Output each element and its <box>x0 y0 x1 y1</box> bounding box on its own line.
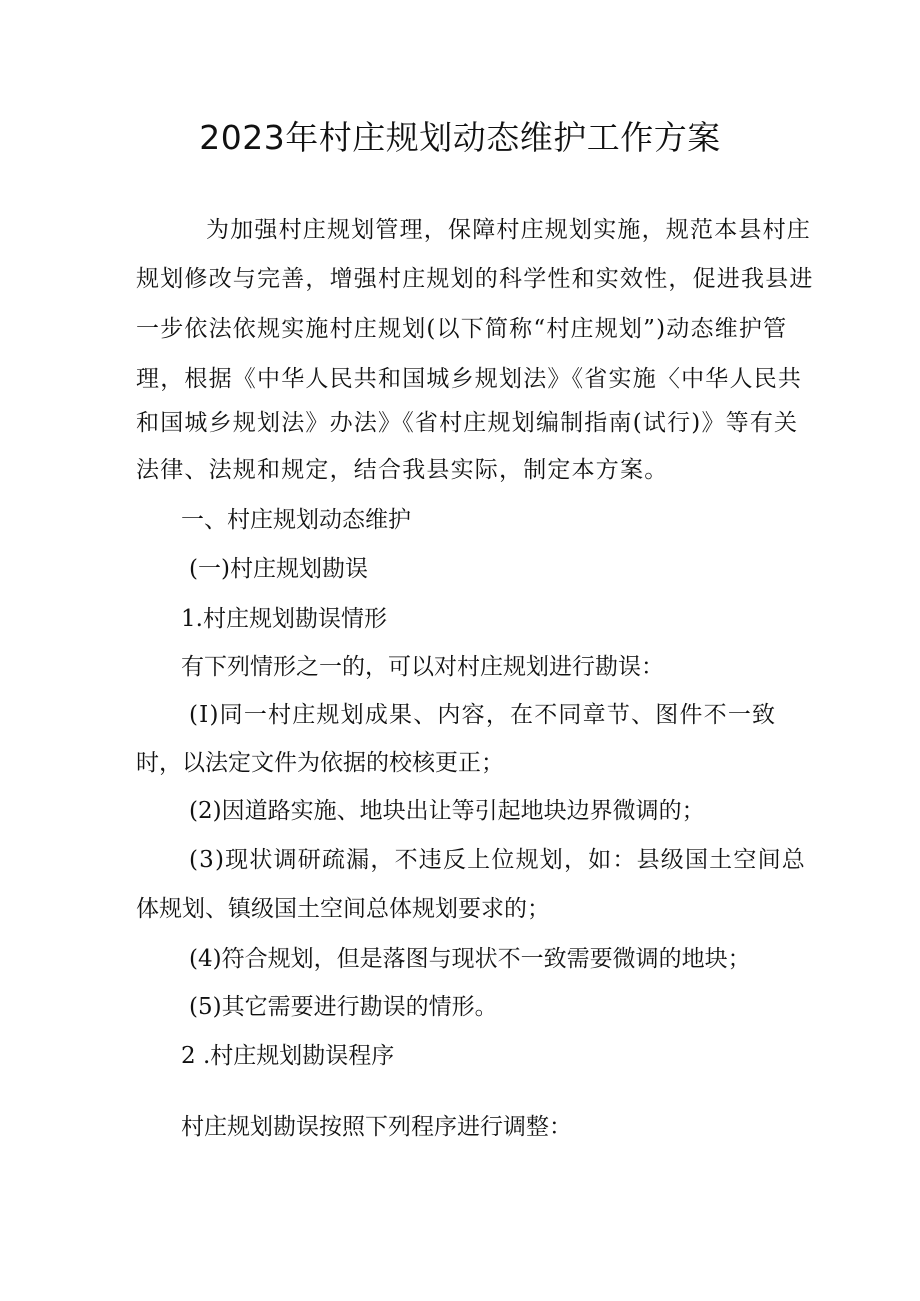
paragraph-line: 法律、法规和规定，结合我县实际，制定本方案。 <box>136 457 669 483</box>
paragraph-line: 理，根据《中华人民共和国城乡规划法》《省实施〈中华人民共 <box>136 366 803 392</box>
item-heading: 1.村庄规划勘误情形 <box>181 606 387 632</box>
list-item: (2)因道路实施、地块出让等引起地块边界微调的； <box>189 798 705 824</box>
paragraph-line: 规划修改与完善，增强村庄规划的科学性和实效性，促进我县进 <box>136 266 814 292</box>
list-item-continuation: 时，以法定文件为依据的校核更正； <box>136 750 504 776</box>
list-item: (5)其它需要进行勘误的情形。 <box>189 994 498 1020</box>
paragraph-line: 一步依法依规实施村庄规划(以下简称“村庄规划”)动态维护管 <box>136 316 788 342</box>
section-heading: 一、村庄规划动态维护 <box>181 507 411 533</box>
list-item: (4)符合规划，但是落图与现状不一致需要微调的地块； <box>189 946 751 972</box>
list-item: (3)现状调研疏漏，不违反上位规划，如：县级国土空间总 <box>189 847 806 873</box>
list-item-continuation: 体规划、镇级国土空间总体规划要求的； <box>136 896 550 922</box>
item-heading: 2 .村庄规划勘误程序 <box>181 1043 395 1069</box>
paragraph-line: 村庄规划勘误按照下列程序进行调整： <box>181 1114 572 1140</box>
subsection-heading: (一)村庄规划勘误 <box>189 556 368 582</box>
paragraph-line: 为加强村庄规划管理，保障村庄规划实施，规范本县村庄 <box>206 217 811 243</box>
paragraph-line: 有下列情形之一的，可以对村庄规划进行勘误： <box>181 654 664 680</box>
list-item: (I)同一村庄规划成果、内容，在不同章节、图件不一致 <box>189 702 777 728</box>
paragraph-line: 和国城乡规划法》办法》《省村庄规划编制指南(试行)》等有关 <box>136 410 799 436</box>
document-title: 2023年村庄规划动态维护工作方案 <box>199 118 721 157</box>
